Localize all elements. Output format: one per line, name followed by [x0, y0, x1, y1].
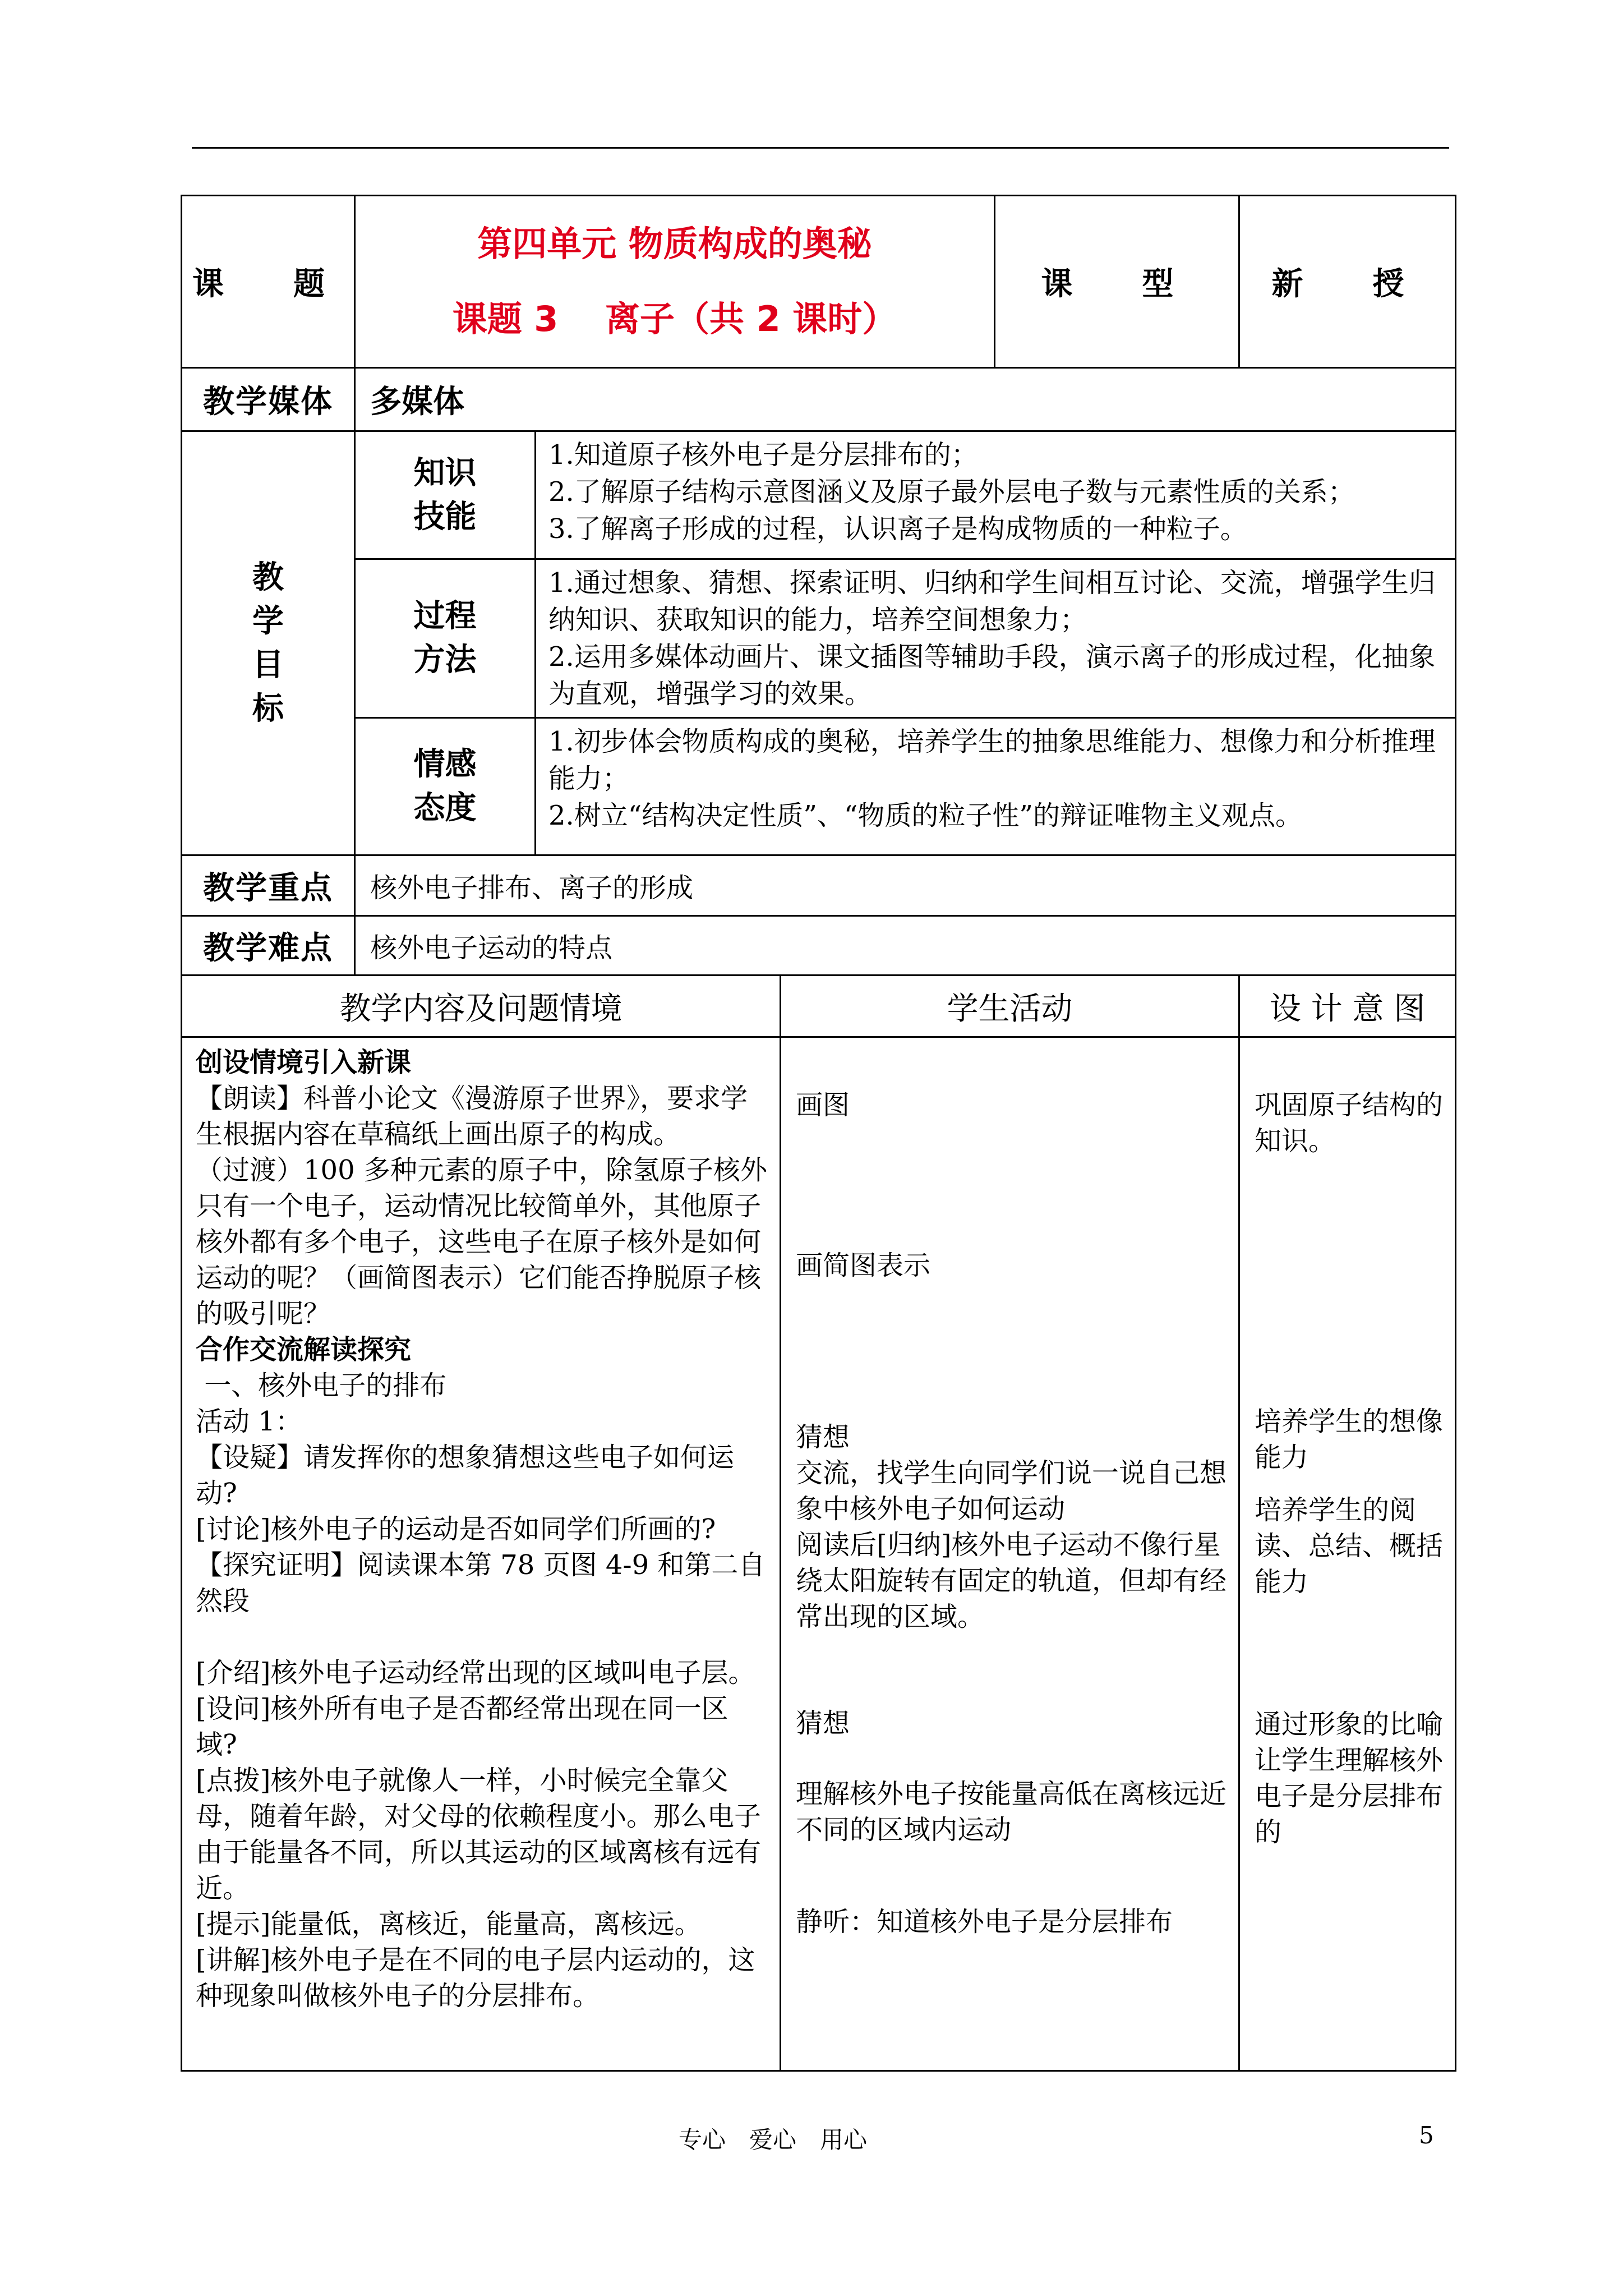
activity-item: 猜想: [796, 1708, 850, 1739]
objectives-label: [182, 431, 355, 855]
activity-item: 画图: [796, 1089, 850, 1121]
content-row: [182, 1037, 1456, 2071]
content-line: [设问]核外所有电子是否都经常出现在同一区域?: [196, 1693, 728, 1760]
goal-line: 1.初步体会物质构成的奥秘，培养学生的抽象思维能力、想像力和分析推理能力；: [548, 726, 1436, 794]
difficulty-row: [182, 916, 1456, 976]
difficulty-label: 教学难点: [182, 916, 355, 976]
sub-label-line: 过程: [413, 598, 477, 634]
type-label: 课 型: [995, 196, 1239, 368]
knowledge-label: [355, 431, 536, 559]
content-line: [提示]能量低，离核近，能量高，离核远。: [196, 1908, 702, 1940]
unit-title: 第四单元 物质构成的奥秘: [477, 223, 872, 264]
activity-item: 交流，找学生向同学们说一说自己想象中核外电子如何运动: [796, 1457, 1227, 1525]
attitude-label: [355, 718, 536, 855]
topic-title: 课题 3 离子（共 2 课时）: [452, 298, 897, 339]
goal-line: 2.了解原子结构示意图涵义及原子最外层电子数与元素性质的关系；: [548, 476, 1355, 508]
sub-label-line: 方法: [413, 642, 477, 678]
key-point-label: 教学重点: [182, 855, 355, 916]
content-line: 【探究证明】阅读课本第 78 页图 4-9 和第二自然段: [196, 1549, 766, 1617]
lesson-type: 新 授: [1239, 196, 1456, 368]
section-heading: 合作交流解读探究: [196, 1334, 412, 1365]
goal-line: 2.树立“结构决定性质”、“物质的粒子性”的辩证唯物主义观点。: [548, 800, 1302, 831]
sub-label-line: 情感: [413, 746, 477, 783]
media-value: 多媒体: [355, 368, 1456, 431]
attitude-goals: [536, 718, 1456, 855]
activity-item: 画简图表示: [796, 1250, 931, 1281]
goal-line: 1.知道原子核外电子是分层排布的；: [548, 439, 978, 471]
section-heading: 创设情境引入新课: [196, 1047, 412, 1078]
objectives-char: 学: [252, 602, 284, 639]
title-row: [182, 196, 1456, 368]
objectives-char: 标: [252, 690, 284, 727]
intent-item: 培养学生的想像能力: [1255, 1406, 1444, 1473]
content-line: [点拨]核外电子就像人一样，小时候完全靠父母，随着年龄，对父母的依赖程度小。那么电子由于能量各不同，所以其运动的区域离核有远有近。: [196, 1765, 762, 1904]
topic-label: 课 题: [182, 196, 355, 368]
student-activities: [781, 1037, 1239, 2071]
activity-item: 阅读后[归纳]核外电子运动不像行星绕太阳旋转有固定的轨道，但却有经常出现的区域。: [796, 1529, 1227, 1632]
content-line: [介绍]核外电子运动经常出现的区域叫电子层。: [196, 1657, 755, 1688]
objective-row-method: [182, 559, 1456, 718]
column-header-row: [182, 976, 1456, 1037]
media-row: [182, 368, 1456, 431]
objectives-char: 目: [252, 646, 284, 683]
content-line: [讨论]核外电子的运动是否如同学们所画的?: [196, 1513, 716, 1545]
objective-row-knowledge: [182, 431, 1456, 559]
content-line: 【设疑】请发挥你的想象猜想这些电子如何运动?: [196, 1442, 735, 1509]
content-line: [讲解]核外电子是在不同的电子层内运动的，这种现象叫做核外电子的分层排布。: [196, 1944, 755, 2012]
activity-item: 理解核外电子按能量高低在离核远近不同的区域内运动: [796, 1778, 1227, 1846]
method-label: [355, 559, 536, 718]
activity-item: 猜想: [796, 1421, 850, 1453]
sub-label-line: 技能: [413, 498, 477, 535]
sub-label-line: 态度: [413, 790, 477, 826]
objective-row-attitude: [182, 718, 1456, 855]
content-column-header: 教学内容及问题情境: [182, 976, 781, 1037]
key-point-value: 核外电子排布、离子的形成: [355, 855, 1456, 916]
content-line: 【朗读】科普小论文《漫游原子世界》，要求学生根据内容在草稿纸上画出原子的构成。: [196, 1083, 748, 1150]
goal-line: 3.了解离子形成的过程，认识离子是构成物质的一种粒子。: [548, 513, 1247, 545]
lesson-plan-table: [181, 195, 1456, 2072]
objectives-char: 教: [252, 559, 284, 596]
page-number: 5: [1419, 2122, 1434, 2149]
footer-motto: 专心 爱心 用心: [679, 2126, 868, 2154]
intent-item: 巩固原子结构的知识。: [1255, 1089, 1444, 1157]
intent-item: 培养学生的阅读、总结、概括能力: [1255, 1494, 1444, 1598]
lesson-title: [355, 196, 995, 368]
content-line: 活动 1：: [196, 1406, 302, 1437]
method-goals: [536, 559, 1456, 718]
goal-line: 2.运用多媒体动画片、课文插图等辅助手段，演示离子的形成过程，化抽象为直观，增强学习的效果。: [548, 641, 1436, 710]
header-rule: [192, 147, 1449, 149]
teaching-content: [182, 1037, 781, 2071]
goal-line: 1.通过想象、猜想、探索证明、归纳和学生间相互讨论、交流，增强学生归纳知识、获取知识的能力，培养空间想象力；: [548, 567, 1436, 636]
intent-column-header: 设 计 意 图: [1239, 976, 1456, 1037]
media-label: 教学媒体: [182, 368, 355, 431]
intent-item: 通过形象的比喻让学生理解核外电子是分层排布的: [1255, 1709, 1444, 1848]
activity-column-header: 学生活动: [781, 976, 1239, 1037]
difficulty-value: 核外电子运动的特点: [355, 916, 1456, 976]
knowledge-goals: [536, 431, 1456, 559]
content-line: 一、核外电子的排布: [196, 1370, 447, 1401]
activity-item: 静听：知道核外电子是分层排布: [796, 1906, 1173, 1938]
sub-label-line: 知识: [413, 454, 477, 491]
content-line: （过渡）100 多种元素的原子中，除氢原子核外只有一个电子，运动情况比较简单外，其他原子核外都有多个电子，这些电子在原子核外是如何运动的呢？（画简图表示）它们能否挣脱原子核的吸引呢？: [196, 1154, 767, 1329]
key-point-row: [182, 855, 1456, 916]
design-intents: [1239, 1037, 1456, 2071]
